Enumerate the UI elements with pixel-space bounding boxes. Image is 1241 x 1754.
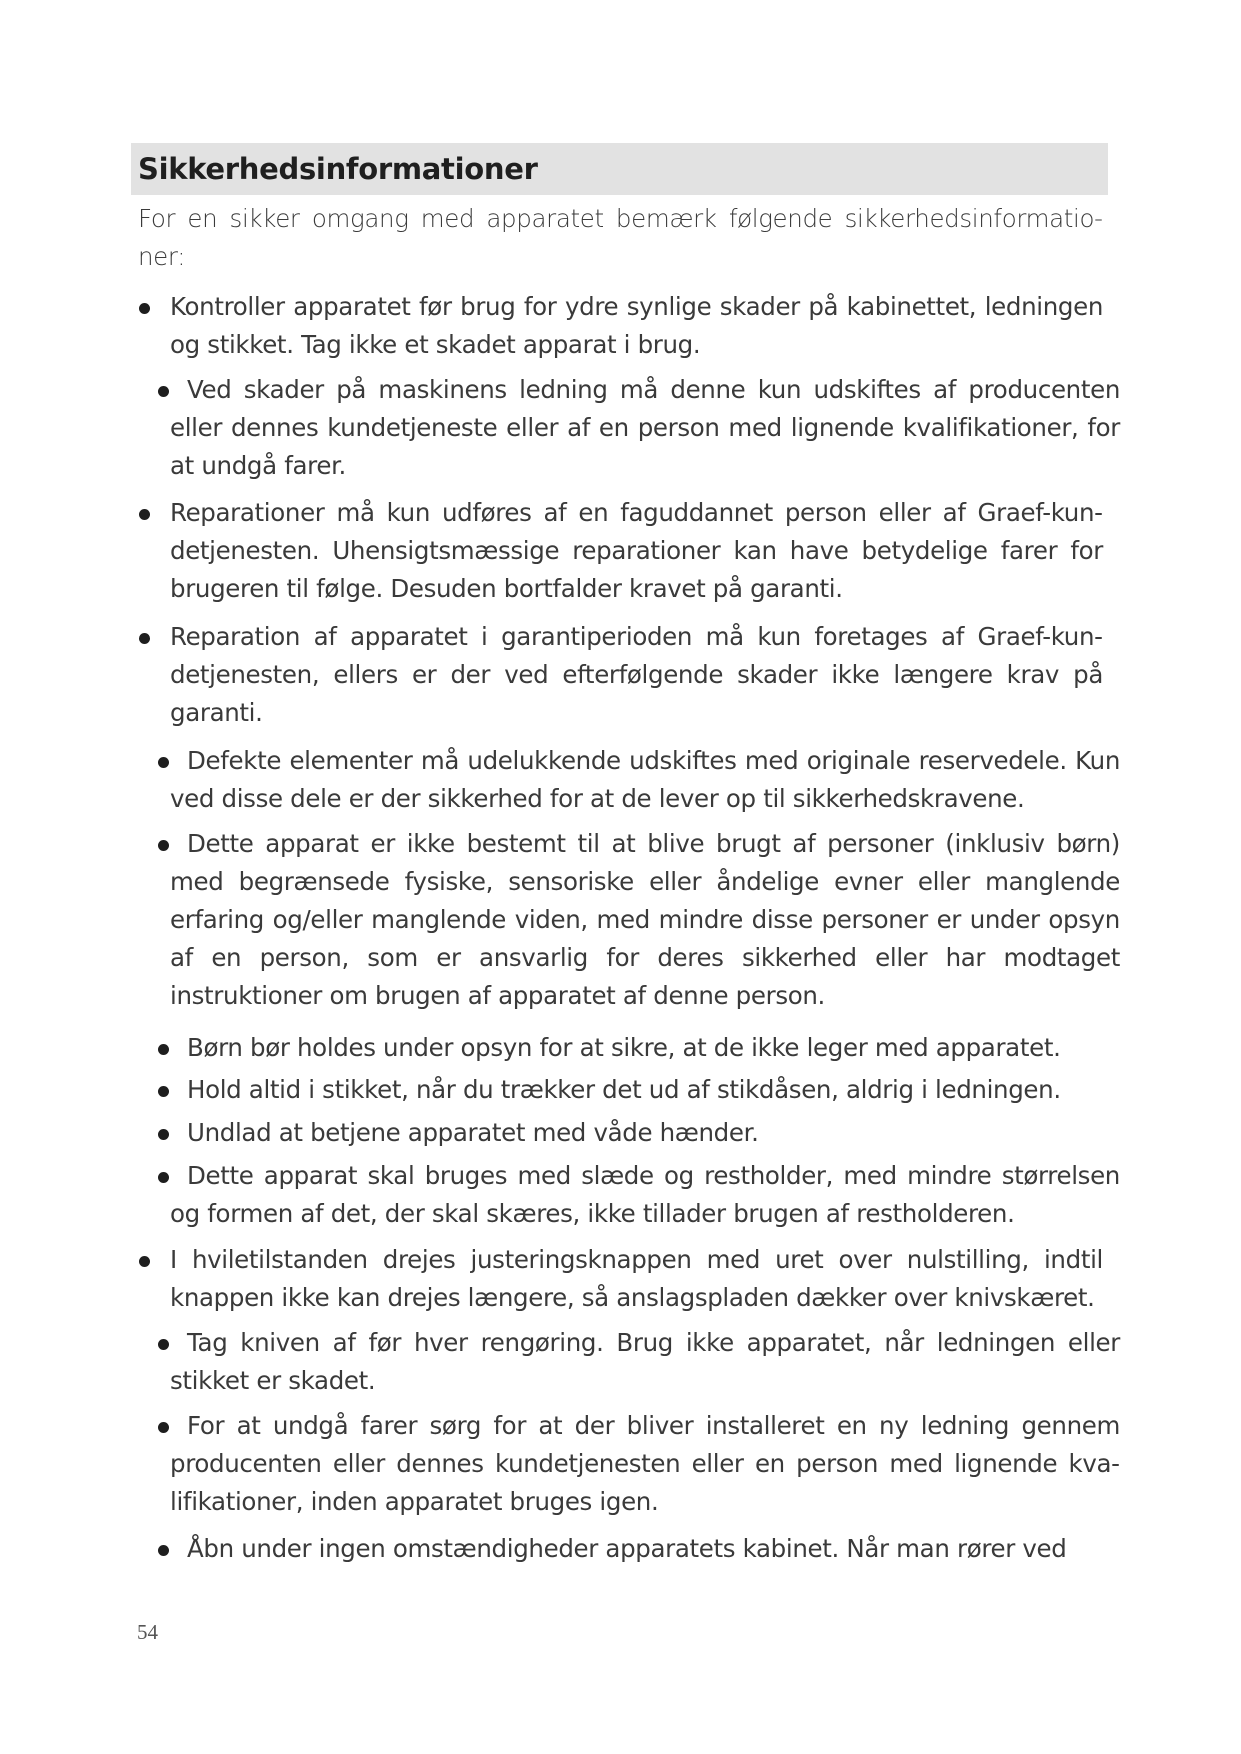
bullet-icon [158, 1545, 169, 1556]
bullet-icon [139, 509, 150, 520]
bullet-icon [158, 1086, 169, 1097]
bullet-icon [139, 1256, 150, 1267]
list-item-text: Tag kniven af før hver rengøring. Brug ikke apparatet, når ledningen eller stikket er skadet. [170, 1328, 1120, 1395]
list-item-text: Kontroller apparatet før brug for ydre synlige skader på kabinettet, ledningen og stikket. Tag ikke et skadet apparat i brug. [170, 292, 1103, 359]
list-item-text: Børn bør holdes under opsyn for at sikre, at de ikke leger med apparatet. [187, 1033, 1061, 1062]
bullet-icon [158, 1129, 169, 1140]
bullet-icon [158, 840, 169, 851]
bullet-icon [158, 1172, 169, 1183]
bullet-icon [158, 1422, 169, 1433]
intro-paragraph: For en sikker omgang med apparatet bemærk følgende sikkerhedsinformationer: [138, 204, 1103, 271]
bullet-icon [158, 757, 169, 768]
bullet-icon [139, 303, 150, 314]
bullet-icon [158, 1339, 169, 1350]
page-number: 54 [137, 1620, 158, 1644]
list-item-text: Defekte elementer må udelukkende udskiftes med originale reservedele. Kun ved disse dele er der sikkerhed for at de lever op til sikkerhedskravene. [170, 746, 1120, 813]
list-item-text: Hold altid i stikket, når du trækker det ud af stikdåsen, aldrig i ledningen. [187, 1075, 1061, 1104]
bullet-icon [139, 633, 150, 644]
list-item-text: Dette apparat er ikke bestemt til at blive brugt af personer (inklusiv børn) med begrænsede fysiske, sensoriske eller åndelige evner eller manglende erfaring og/eller manglende viden, med mindre disse personer er under opsyn af en person, som er ansvarlig for deres sikkerhed eller har modtaget instruktioner om brugen af apparatet af denne person. [170, 829, 1120, 1010]
list-item-text: I hviletilstanden drejes justeringsknappen med uret over nulstilling, indtil knappen ikke kan drejes længere, så anslagspladen dækker over knivskæret. [170, 1245, 1103, 1312]
list-item-text: Reparationer må kun udføres af en faguddannet person eller af Graef-kundetjenesten. Uhensigtsmæssige reparationer kan have betydelige farer for brugeren til følge. Desuden bortfalder kravet på garanti. [170, 498, 1103, 603]
section-heading: Sikkerhedsinformationer [138, 152, 538, 186]
list-item-text: Reparation af apparatet i garantiperioden må kun foretages af Graef-kundetjenesten, ellers er der ved efterfølgende skader ikke længere krav på garanti. [170, 622, 1103, 727]
bullet-icon [158, 1044, 169, 1055]
list-item-text: Undlad at betjene apparatet med våde hænder. [187, 1118, 759, 1147]
list-item-text: Ved skader på maskinens ledning må denne kun udskiftes af producenten eller dennes kundetjeneste eller af en person med lignende kvalifikationer, for at undgå farer. [170, 375, 1120, 480]
bullet-icon [158, 386, 169, 397]
list-item-text: Dette apparat skal bruges med slæde og restholder, med mindre størrelsen og formen af det, der skal skæres, ikke tillader brugen af restholderen. [170, 1161, 1120, 1228]
list-item-text: Åbn under ingen omstændigheder apparatets kabinet. Når man rører ved [187, 1534, 1067, 1563]
list-item-text: For at undgå farer sørg for at der bliver installeret en ny ledning gennem producenten eller dennes kundetjenesten eller en person med lignende kvalifikationer, inden apparatet bruges igen. [170, 1411, 1120, 1516]
